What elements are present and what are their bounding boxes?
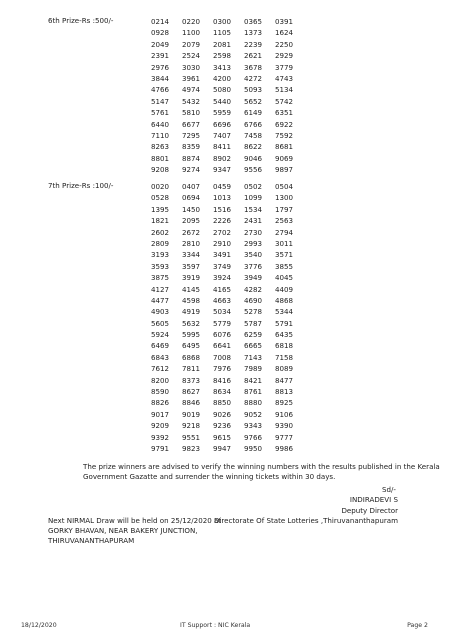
number-row <box>151 397 306 408</box>
winning-number: 1821 <box>151 216 170 226</box>
winning-number: 3571 <box>275 250 294 260</box>
winning-number: 2250 <box>275 39 294 49</box>
winning-number: 5605 <box>151 318 170 328</box>
winning-number: 8902 <box>213 153 232 163</box>
winning-number: 3344 <box>182 250 201 260</box>
winning-number: 2049 <box>151 39 170 49</box>
sixth-prize-grid <box>151 16 306 175</box>
winning-number: 0459 <box>213 182 232 191</box>
winning-number: 6922 <box>275 119 294 129</box>
winning-number: 7976 <box>213 364 232 374</box>
winning-number: 8622 <box>244 142 263 152</box>
winning-number: 8874 <box>182 153 201 163</box>
winning-number: 0694 <box>182 193 201 203</box>
winning-number: 9046 <box>244 153 263 163</box>
winning-number: 5652 <box>244 96 263 106</box>
winning-number: 4598 <box>182 295 201 305</box>
winning-number: 4766 <box>151 85 170 95</box>
winning-number: 4974 <box>182 85 201 95</box>
winning-number: 5787 <box>244 318 263 328</box>
winning-number: 9556 <box>244 165 263 175</box>
winning-number: 8590 <box>151 387 170 397</box>
number-row <box>151 73 306 84</box>
winning-number: 6440 <box>151 119 170 129</box>
winning-number: 4743 <box>275 73 294 83</box>
winning-number: 8826 <box>151 398 170 408</box>
winning-number: 5959 <box>213 108 232 118</box>
winning-number: 7008 <box>213 352 232 362</box>
winning-number: 1013 <box>213 193 232 203</box>
number-row <box>151 96 306 107</box>
winning-number: 1373 <box>244 28 263 38</box>
winning-number: 4045 <box>275 273 294 283</box>
winning-number: 8850 <box>213 398 232 408</box>
winning-number: 5742 <box>275 96 294 106</box>
number-row <box>151 141 306 152</box>
winning-number: 8813 <box>275 387 294 397</box>
number-row <box>151 215 306 226</box>
winning-number: 8846 <box>182 398 201 408</box>
number-row <box>151 329 306 340</box>
footer-date: 18/12/2020 <box>21 622 57 629</box>
winning-number: 8421 <box>244 375 263 385</box>
number-row <box>151 261 306 272</box>
winning-number: 2095 <box>182 216 201 226</box>
number-row <box>151 420 306 431</box>
winning-number: 2672 <box>182 227 201 237</box>
winning-number: 3844 <box>151 73 170 83</box>
winning-number: 4477 <box>151 295 170 305</box>
winning-number: 6677 <box>182 119 201 129</box>
winning-number: 5779 <box>213 318 232 328</box>
winning-number: 4165 <box>213 284 232 294</box>
number-row <box>151 375 306 386</box>
winning-number: 1100 <box>182 28 201 38</box>
winning-number: 0528 <box>151 193 170 203</box>
winning-number: 3413 <box>213 62 232 72</box>
winning-number: 6843 <box>151 352 170 362</box>
winning-number: 5134 <box>275 85 294 95</box>
winning-number: 3678 <box>244 62 263 72</box>
winning-number: 9019 <box>182 409 201 419</box>
winning-number: 0020 <box>151 182 170 191</box>
winning-number: 4145 <box>182 284 201 294</box>
winning-number: 9392 <box>151 432 170 442</box>
winning-number: 5278 <box>244 307 263 317</box>
winning-number: 6818 <box>275 341 294 351</box>
winning-number: 0504 <box>275 182 294 191</box>
winning-number: 5995 <box>182 330 201 340</box>
winning-number: 3776 <box>244 261 263 271</box>
winning-number: 1534 <box>244 204 263 214</box>
winning-number: 9208 <box>151 165 170 175</box>
winning-number: 0391 <box>275 17 294 26</box>
next-draw-info <box>48 516 221 546</box>
winning-number: 2810 <box>182 238 201 248</box>
winning-number: 8477 <box>275 375 294 385</box>
winning-number: 9897 <box>275 165 294 175</box>
number-row <box>151 284 306 295</box>
winning-number: 9209 <box>151 421 170 431</box>
winning-number: 9390 <box>275 421 294 431</box>
winning-number: 2976 <box>151 62 170 72</box>
number-row <box>151 50 306 61</box>
winning-number: 5080 <box>213 85 232 95</box>
number-row <box>151 272 306 283</box>
winning-number: 4282 <box>244 284 263 294</box>
number-row <box>151 181 306 192</box>
winning-number: 6868 <box>182 352 201 362</box>
number-row <box>151 119 306 130</box>
winning-number: 9766 <box>244 432 263 442</box>
winning-number: 8089 <box>275 364 294 374</box>
winning-number: 0220 <box>182 17 201 26</box>
winning-number: 8416 <box>213 375 232 385</box>
winning-number: 1099 <box>244 193 263 203</box>
number-row <box>151 363 306 374</box>
seventh-prize-title: 7th Prize-Rs :100/- <box>48 181 114 190</box>
winning-number: 9017 <box>151 409 170 419</box>
number-row <box>151 352 306 363</box>
number-row <box>151 318 306 329</box>
winning-number: 2702 <box>213 227 232 237</box>
next-draw-line-1: Next NIRMAL Draw will be held on 25/12/2020 at <box>48 516 222 525</box>
winning-number: 3961 <box>182 73 201 83</box>
number-row <box>151 306 306 317</box>
winning-number: 0300 <box>213 17 232 26</box>
winning-number: 2226 <box>213 216 232 226</box>
winning-number: 2524 <box>182 51 201 61</box>
winning-number: 3193 <box>151 250 170 260</box>
signatory-name: INDIRADEVI S <box>349 495 398 504</box>
winning-number: 4663 <box>213 295 232 305</box>
winning-number: 5093 <box>244 85 263 95</box>
winning-number: 7158 <box>275 352 294 362</box>
winning-number: 0407 <box>182 182 201 191</box>
winning-number: 3540 <box>244 250 263 260</box>
winning-number: 8263 <box>151 142 170 152</box>
number-row <box>151 432 306 443</box>
winning-number: 6149 <box>244 108 263 118</box>
winning-number: 6351 <box>275 108 294 118</box>
winning-number: 8634 <box>213 387 232 397</box>
number-row <box>151 249 306 260</box>
winning-number: 5924 <box>151 330 170 340</box>
winning-number: 5147 <box>151 96 170 106</box>
winning-number: 6435 <box>275 330 294 340</box>
winning-number: 7143 <box>244 352 263 362</box>
winning-number: 0502 <box>244 182 263 191</box>
winning-number: 3924 <box>213 273 232 283</box>
winning-number: 7592 <box>275 130 294 140</box>
winning-number: 9274 <box>182 165 201 175</box>
winning-number: 7612 <box>151 364 170 374</box>
winning-number: 1797 <box>275 204 294 214</box>
number-row <box>151 340 306 351</box>
winning-number: 8681 <box>275 142 294 152</box>
winning-number: 7295 <box>182 130 201 140</box>
winning-number: 8373 <box>182 375 201 385</box>
winning-number: 0365 <box>244 17 263 26</box>
winning-number: 7407 <box>213 130 232 140</box>
winning-number: 2794 <box>275 227 294 237</box>
number-row <box>151 409 306 420</box>
winning-number: 3875 <box>151 273 170 283</box>
winning-number: 3491 <box>213 250 232 260</box>
winning-number: 3597 <box>182 261 201 271</box>
winning-number: 4272 <box>244 73 263 83</box>
number-row <box>151 39 306 50</box>
winning-number: 4690 <box>244 295 263 305</box>
number-row <box>151 27 306 38</box>
number-row <box>151 227 306 238</box>
winning-number: 6469 <box>151 341 170 351</box>
winning-number: 3855 <box>275 261 294 271</box>
winning-number: 2602 <box>151 227 170 237</box>
winning-number: 6076 <box>213 330 232 340</box>
winning-number: 6495 <box>182 341 201 351</box>
winning-number: 5632 <box>182 318 201 328</box>
winning-number: 6641 <box>213 341 232 351</box>
number-row <box>151 238 306 249</box>
winning-number: 9947 <box>213 443 232 453</box>
winning-number: 5344 <box>275 307 294 317</box>
winning-number: 3919 <box>182 273 201 283</box>
winning-number: 9106 <box>275 409 294 419</box>
signature-sd: Sd/- <box>382 485 396 494</box>
next-draw-line-3: THIRUVANANTHAPURAM <box>48 536 135 545</box>
winning-number: 7811 <box>182 364 201 374</box>
winning-number: 6696 <box>213 119 232 129</box>
notice-text <box>83 462 440 482</box>
winning-number: 2993 <box>244 238 263 248</box>
winning-number: 9236 <box>213 421 232 431</box>
winning-number: 0928 <box>151 28 170 38</box>
winning-number: 9026 <box>213 409 232 419</box>
winning-number: 5440 <box>213 96 232 106</box>
notice-line-2: Government Gazatte and surrender the winning tickets within 30 days. <box>83 472 336 481</box>
winning-number: 5810 <box>182 108 201 118</box>
winning-number: 3011 <box>275 238 294 248</box>
winning-number: 6259 <box>244 330 263 340</box>
winning-number: 1395 <box>151 204 170 214</box>
winning-number: 4127 <box>151 284 170 294</box>
winning-number: 9343 <box>244 421 263 431</box>
number-row <box>151 386 306 397</box>
winning-number: 8200 <box>151 375 170 385</box>
winning-number: 2730 <box>244 227 263 237</box>
number-row <box>151 62 306 73</box>
winning-number: 1105 <box>213 28 232 38</box>
number-row <box>151 443 306 454</box>
winning-number: 9791 <box>151 443 170 453</box>
seventh-prize-grid <box>151 181 306 454</box>
winning-number: 4200 <box>213 73 232 83</box>
winning-number: 5761 <box>151 108 170 118</box>
winning-number: 0214 <box>151 17 170 26</box>
winning-number: 2391 <box>151 51 170 61</box>
winning-number: 9823 <box>182 443 201 453</box>
number-row <box>151 16 306 27</box>
signatory-office: Directorate Of State Lotteries ,Thiruvananthapuram <box>213 516 398 525</box>
winning-number: 8801 <box>151 153 170 163</box>
winning-number: 7458 <box>244 130 263 140</box>
notice-line-1: The prize winners are advised to verify the winning numbers with the results published in the Kerala <box>83 462 440 471</box>
number-row <box>151 204 306 215</box>
winning-number: 6665 <box>244 341 263 351</box>
winning-number: 3593 <box>151 261 170 271</box>
winning-number: 2809 <box>151 238 170 248</box>
number-row <box>151 295 306 306</box>
next-draw-line-2: GORKY BHAVAN, NEAR BAKERY JUNCTION, <box>48 526 198 535</box>
winning-number: 2929 <box>275 51 294 61</box>
number-row <box>151 84 306 95</box>
winning-number: 8880 <box>244 398 263 408</box>
winning-number: 4919 <box>182 307 201 317</box>
winning-number: 4903 <box>151 307 170 317</box>
number-row <box>151 153 306 164</box>
winning-number: 8925 <box>275 398 294 408</box>
winning-number: 5791 <box>275 318 294 328</box>
winning-number: 2598 <box>213 51 232 61</box>
number-row <box>151 130 306 141</box>
winning-number: 1450 <box>182 204 201 214</box>
winning-number: 2431 <box>244 216 263 226</box>
winning-number: 8627 <box>182 387 201 397</box>
signatory-designation: Deputy Director <box>341 506 398 515</box>
footer-page: Page 2 <box>407 622 428 629</box>
winning-number: 2563 <box>275 216 294 226</box>
winning-number: 8761 <box>244 387 263 397</box>
winning-number: 7989 <box>244 364 263 374</box>
number-row <box>151 164 306 175</box>
winning-number: 3779 <box>275 62 294 72</box>
winning-number: 9615 <box>213 432 232 442</box>
winning-number: 7110 <box>151 130 170 140</box>
winning-number: 4409 <box>275 284 294 294</box>
winning-number: 9986 <box>275 443 294 453</box>
winning-number: 9950 <box>244 443 263 453</box>
winning-number: 9777 <box>275 432 294 442</box>
sixth-prize-title: 6th Prize-Rs :500/- <box>48 16 114 25</box>
winning-number: 9347 <box>213 165 232 175</box>
winning-number: 2081 <box>213 39 232 49</box>
winning-number: 4868 <box>275 295 294 305</box>
winning-number: 6766 <box>244 119 263 129</box>
winning-number: 2910 <box>213 238 232 248</box>
number-row <box>151 107 306 118</box>
winning-number: 9069 <box>275 153 294 163</box>
number-row <box>151 192 306 203</box>
winning-number: 9052 <box>244 409 263 419</box>
winning-number: 1300 <box>275 193 294 203</box>
winning-number: 9551 <box>182 432 201 442</box>
footer-support: IT Support : NIC Kerala <box>180 622 251 629</box>
winning-number: 2621 <box>244 51 263 61</box>
winning-number: 3749 <box>213 261 232 271</box>
winning-number: 5034 <box>213 307 232 317</box>
winning-number: 5432 <box>182 96 201 106</box>
winning-number: 2079 <box>182 39 201 49</box>
winning-number: 2239 <box>244 39 263 49</box>
winning-number: 3949 <box>244 273 263 283</box>
winning-number: 8411 <box>213 142 232 152</box>
winning-number: 3030 <box>182 62 201 72</box>
winning-number: 1516 <box>213 204 232 214</box>
winning-number: 1624 <box>275 28 294 38</box>
winning-number: 9218 <box>182 421 201 431</box>
winning-number: 8359 <box>182 142 201 152</box>
